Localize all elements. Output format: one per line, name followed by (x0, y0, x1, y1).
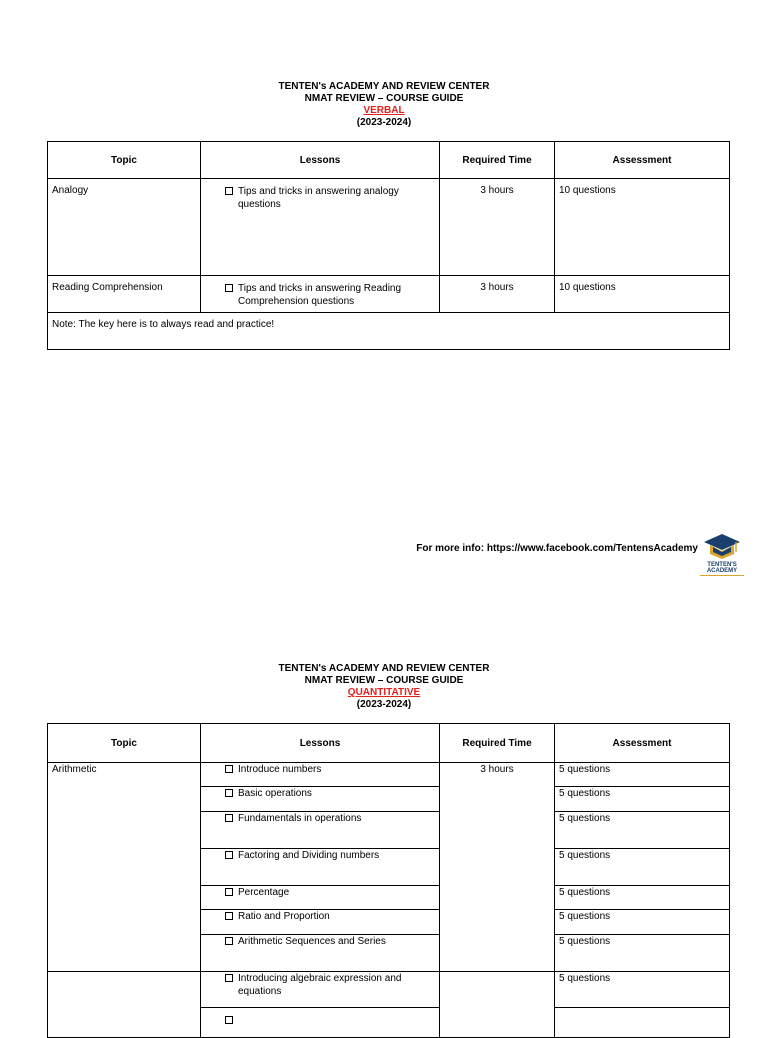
table-row (48, 763, 730, 787)
assessment-cell: 5 questions (555, 910, 730, 935)
column-header-topic: Topic (48, 142, 201, 179)
time-cell: 3 hours (440, 179, 555, 276)
lesson-item (205, 282, 435, 308)
column-header-assessment: Assessment (555, 142, 730, 179)
lesson-label: Tips and tricks in answering analogy questions (238, 186, 399, 210)
assessment-cell (555, 1008, 730, 1038)
guide-title: NMAT REVIEW – COURSE GUIDE (304, 675, 464, 686)
assessment-cell: 5 questions (555, 972, 730, 1008)
assessment-cell: 5 questions (555, 849, 730, 886)
assessment-cell: 5 questions (555, 763, 730, 787)
logo-line1: TENTEN'S (707, 562, 737, 568)
time-cell: 3 hours (440, 276, 555, 313)
checkbox-icon[interactable] (225, 937, 233, 945)
assessment-cell: 5 questions (555, 787, 730, 812)
verbal-table (47, 141, 730, 350)
lesson-label: Introduce numbers (238, 764, 322, 775)
checkbox-icon[interactable] (225, 888, 233, 896)
assessment-cell: 10 questions (555, 179, 730, 276)
lesson-item (205, 185, 435, 211)
lesson-item (205, 812, 435, 825)
lesson-label: Introducing algebraic expression and equations (238, 973, 402, 997)
lesson-item (205, 886, 435, 899)
lesson-item (205, 1008, 435, 1024)
logo-line2: ACADEMY (706, 568, 738, 574)
column-header-assessment: Assessment (555, 724, 730, 763)
lesson-item (205, 935, 435, 948)
lesson-item (205, 972, 435, 998)
academy-logo (700, 530, 744, 582)
column-header-topic: Topic (48, 724, 201, 763)
academy-title: TENTEN's ACADEMY AND REVIEW CENTER (278, 663, 490, 674)
time-cell (440, 972, 555, 1038)
table-row (48, 276, 730, 313)
checkbox-icon[interactable] (225, 814, 233, 822)
checkbox-icon[interactable] (225, 789, 233, 797)
time-cell: 3 hours (440, 763, 555, 972)
quantitative-table (47, 723, 730, 1038)
checkbox-icon[interactable] (225, 765, 233, 773)
topic-cell: Arithmetic (48, 763, 201, 972)
assessment-cell: 5 questions (555, 935, 730, 972)
lesson-label: Ratio and Proportion (238, 911, 330, 922)
checkbox-icon[interactable] (225, 187, 233, 195)
column-header-lessons: Lessons (201, 142, 440, 179)
table-row (48, 179, 730, 276)
verbal-header (0, 81, 768, 129)
checkbox-icon[interactable] (225, 974, 233, 982)
guide-title: NMAT REVIEW – COURSE GUIDE (304, 93, 464, 104)
checkbox-icon[interactable] (225, 912, 233, 920)
subject-title: VERBAL (363, 105, 405, 116)
assessment-cell: 5 questions (555, 812, 730, 849)
assessment-cell: 5 questions (555, 886, 730, 910)
lesson-label: Factoring and Dividing numbers (238, 850, 380, 861)
checkbox-icon[interactable] (225, 851, 233, 859)
lesson-label: Percentage (238, 887, 290, 898)
lesson-label: Arithmetic Sequences and Series (238, 936, 386, 947)
year-label: (2023-2024) (356, 117, 412, 128)
lesson-label: Basic operations (238, 788, 312, 799)
lesson-item (205, 910, 435, 923)
note-cell: Note: The key here is to always read and practice! (48, 313, 730, 350)
footer-info: For more info: https://www.facebook.com/TentensAcademy (416, 543, 698, 554)
subject-title: QUANTITATIVE (347, 687, 421, 698)
quantitative-header (0, 663, 768, 711)
topic-cell: Analogy (48, 179, 201, 276)
checkbox-icon[interactable] (225, 1016, 233, 1024)
table-row (48, 972, 730, 1008)
lesson-item (205, 763, 435, 776)
lesson-item (205, 787, 435, 800)
assessment-cell: 10 questions (555, 276, 730, 313)
year-label: (2023-2024) (356, 699, 412, 710)
lesson-label: Tips and tricks in answering Reading Comprehension questions (238, 283, 402, 307)
checkbox-icon[interactable] (225, 284, 233, 292)
academy-title: TENTEN's ACADEMY AND REVIEW CENTER (278, 81, 490, 92)
lesson-item (205, 849, 435, 862)
lesson-label: Fundamentals in operations (238, 813, 362, 824)
topic-cell (48, 972, 201, 1038)
column-header-time: Required Time (440, 142, 555, 179)
topic-cell: Reading Comprehension (48, 276, 201, 313)
graduation-cap-icon (700, 530, 744, 562)
column-header-lessons: Lessons (201, 724, 440, 763)
column-header-time: Required Time (440, 724, 555, 763)
